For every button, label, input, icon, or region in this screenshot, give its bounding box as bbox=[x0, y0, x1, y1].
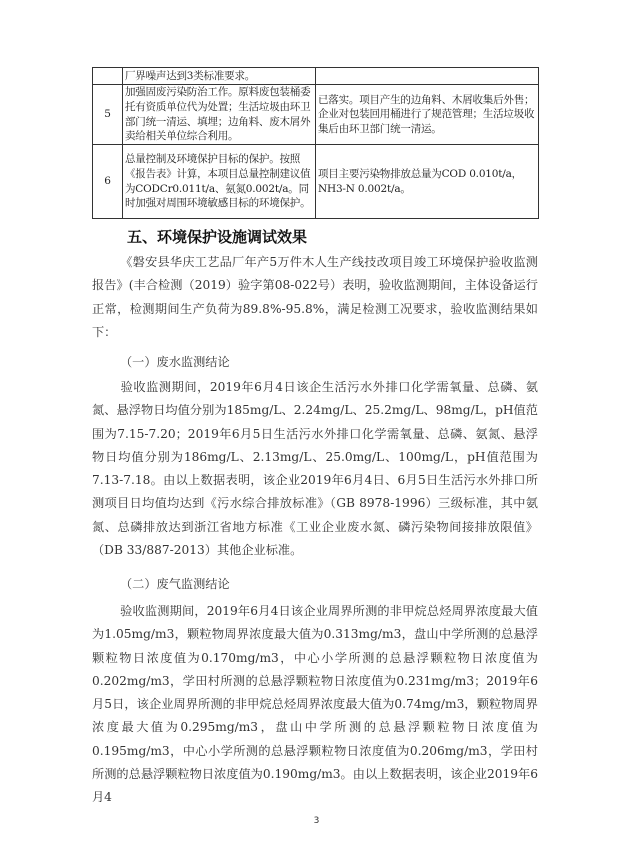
row-number: 5 bbox=[93, 85, 123, 145]
air-text: 验收监测期间，2019年6月4日该企业周界所测的非甲烷总烃周界浓度最大值为1.05mg/m3，颗粒物周界浓度最大值为0.313mg/m3，盘山中学所测的总悬浮颗粒物日浓度值为0.170mg/m3，中心小学所测的总悬浮颗粒物日浓度值为0.202mg/m3，学田村所测的总悬浮颗粒物日浓度值为0.231mg/m3；2019年6月5日，该企业周界所测的非甲烷总烃周界浓度最大值为0.74mg/m3，颗粒物周界浓度最大值为0.295mg/m3，盘山中学所测的总悬浮颗粒物日浓度值为0.195mg/m3，中心小学所测的总悬浮颗粒物日浓度值为0.206mg/m3，学田村所测的总悬浮颗粒物日浓度值为0.190mg/m3。由以上数据表明，该企业2019年6月4 bbox=[92, 604, 538, 805]
water-text: 验收监测期间，2019年6月4日该企生活污水外排口化学需氧量、总磷、氨氮、悬浮物日均值分别为185mg/L、2.24mg/L、25.2mg/L、98mg/L，pH值范围为7.15-7.20；2019年6月5日生活污水外排口化学需氧量、总磷、氨氮、悬浮物日均值分别为186mg/L、2.13mg/L、25.0mg/L、100mg/L，pH值范围为7.13-7.18。由以上数据表明，该企业2019年6月4日、6月5日生活污水外排口所测项目日均值均达到《污水综合排放标准》（GB 8978-1996）三级标准，其中氨氮、总磷排放达到浙江省地方标准《工业企业废水氮、磷污染物间接排放限值》（DB 33/887-2013）其他企业标准。 bbox=[92, 380, 538, 558]
implementation-cell bbox=[316, 68, 539, 85]
table-row bbox=[93, 145, 539, 219]
implementation-cell: 已落实。项目产生的边角料、木屑收集后外售；企业对包装回用桶进行了规范管理；生活垃圾收集后由环卫部门统一清运。 bbox=[316, 85, 539, 145]
intro-paragraph bbox=[92, 251, 538, 344]
water-paragraph bbox=[92, 376, 538, 562]
requirement-cell: 加强固废污染防治工作。原料废包装桶委托有资质单位代为处置；生活垃圾由环卫部门统一清运、填埋；边角料、废木屑外卖给相关单位综合利用。 bbox=[123, 85, 316, 145]
water-subheading: （一）废水监测结论 bbox=[120, 355, 230, 369]
intro-text: 《磐安县华庆工艺品厂年产5万件木人生产线技改项目竣工环境保护验收监测报告》(丰合检测（2019）验字第08-022号）表明，验收监测期间，主体设备运行正常，检测期间生产负荷为89.8%-95.8%，满足检测工况要求，验收监测结果如下： bbox=[92, 255, 538, 339]
section-heading: 五、环境保护设施调试效果 bbox=[127, 228, 308, 246]
page-number: 3 bbox=[313, 816, 320, 826]
requirement-cell: 总量控制及环境保护目标的保护。按照《报告表》计算，本项目总量控制建议值为CODCr0.011t/a、氨氮0.002t/a。同时加强对周围环境敏感目标的环境保护。 bbox=[123, 145, 316, 219]
air-subheading: （二）废气监测结论 bbox=[120, 577, 230, 591]
row-number: 6 bbox=[93, 145, 123, 219]
requirement-cell: 厂界噪声达到3类标准要求。 bbox=[123, 68, 316, 85]
air-paragraph bbox=[92, 600, 538, 810]
implementation-cell: 项目主要污染物排放总量为COD 0.010t/a，NH3-N 0.002t/a。 bbox=[316, 145, 539, 219]
table-row bbox=[93, 85, 539, 145]
table-row bbox=[93, 68, 539, 85]
requirements-table bbox=[92, 67, 539, 219]
row-number bbox=[93, 68, 123, 85]
